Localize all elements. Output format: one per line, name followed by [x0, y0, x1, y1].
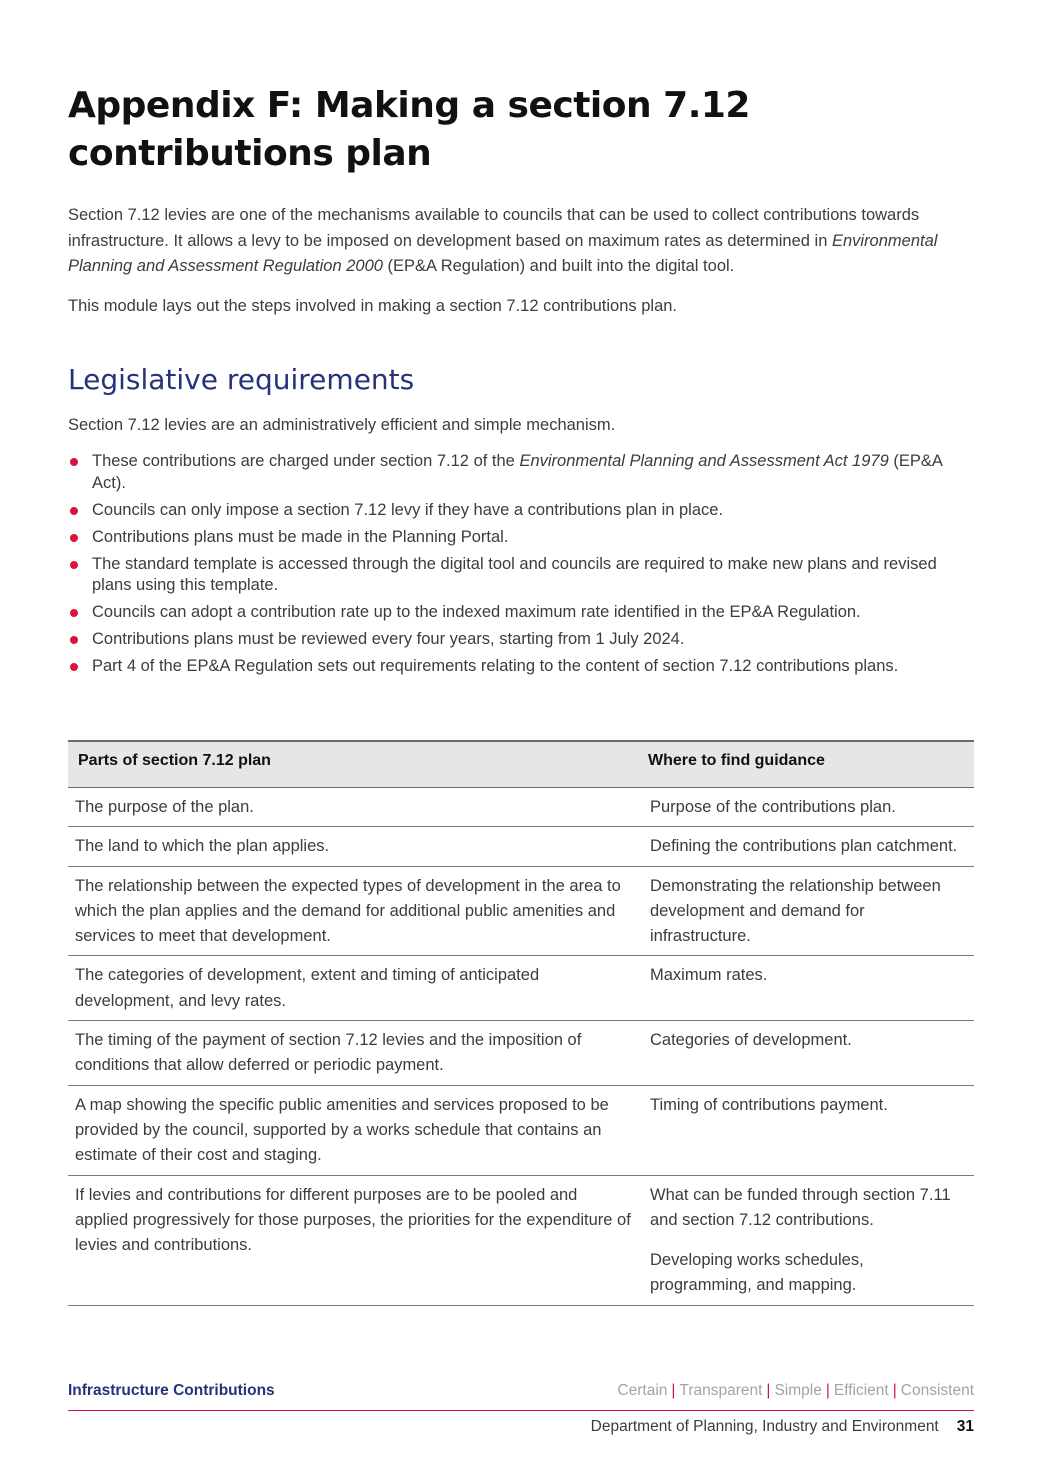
- guidance-cell: [638, 827, 974, 866]
- guidance-link: Defining the contributions plan catchment.: [650, 837, 958, 856]
- guidance-link: Developing works schedules, programming, and mapping.: [650, 1251, 864, 1295]
- intro-paragraph-1: [68, 203, 974, 280]
- requirements-list: [68, 451, 974, 683]
- list-item: These contributions are charged under section 7.12 of the Environmental Planning and Assessment Act 1979 (EP&A Act).: [68, 451, 974, 494]
- guidance-link: Purpose of the contributions plan.: [650, 798, 896, 816]
- table-row: [68, 1175, 974, 1305]
- guidance-cell: [638, 1175, 974, 1305]
- list-item: Councils can only impose a section 7.12 levy if they have a contributions plan in place.: [68, 500, 974, 522]
- guidance-link: Categories of development.: [650, 1031, 852, 1050]
- guidance-link: Maximum rates.: [650, 966, 768, 985]
- table-row: [68, 1085, 974, 1175]
- list-item: Part 4 of the EP&A Regulation sets out requirements relating to the content of section 7.12 contributions plans.: [68, 656, 974, 678]
- guidance-cell: [638, 788, 974, 827]
- list-item: Councils can adopt a contribution rate up to the indexed maximum rate identified in the EP&A Regulation.: [68, 602, 974, 624]
- table-row: [68, 956, 974, 1021]
- bullet-icon: [70, 663, 78, 671]
- intro-paragraph-2: This module lays out the steps involved in making a section 7.12 contributions plan.: [68, 296, 678, 315]
- guidance-cell: [638, 956, 974, 1021]
- intro-text-end: (EP&A Regulation) and built into the digital tool.: [382, 257, 735, 275]
- guidance-cell: [638, 1021, 974, 1086]
- section-heading: Legislative requirements: [68, 363, 415, 396]
- bullet-icon: [70, 458, 78, 466]
- intro-section: [68, 203, 974, 333]
- regulation-title: Environmental Planning and Assessment Regulation 2000: [68, 231, 938, 275]
- list-item: The standard template is accessed through the digital tool and councils are required to make new plans and revised plans using this template.: [68, 554, 974, 597]
- guidance-cell: [638, 866, 974, 956]
- guidance-link: Timing of contributions payment.: [650, 1095, 888, 1114]
- bullet-icon: [70, 534, 78, 542]
- footer-document-title: Infrastructure Contributions: [68, 1382, 275, 1399]
- page-number: 31: [956, 1418, 974, 1435]
- act-title: Environmental Planning and Assessment Act 1979: [519, 452, 889, 470]
- table-row: [68, 1021, 974, 1086]
- plan-part-cell: A map showing the specific public amenities and services proposed to be provided by the council, supported by a works schedule that contains an estimate of their cost and staging.: [68, 1085, 638, 1175]
- bullet-icon: [70, 507, 78, 515]
- table-row: [68, 827, 974, 866]
- guidance-link: Demonstrating the relationship between development and demand for infrastructure.: [650, 876, 941, 946]
- guidance-table: [68, 740, 974, 1306]
- intro-text: Section 7.12 levies are one of the mechanisms available to councils that can be used to collect contributions towards infrastructure. It allows a levy to be imposed on development based on maximum rates as determined in: [68, 206, 920, 250]
- column-header-parts: Parts of section 7.12 plan: [68, 741, 638, 788]
- footer-values: Certain | Transparent | Simple | Efficient | Consistent: [617, 1382, 974, 1399]
- section-intro: Section 7.12 levies are an administratively efficient and simple mechanism.: [68, 416, 616, 434]
- table-header-row: [68, 741, 974, 788]
- guidance-link: What can be funded through section 7.11 and section 7.12 contributions.: [650, 1185, 951, 1229]
- bullet-icon: [70, 609, 78, 617]
- bullet-icon: [70, 636, 78, 644]
- plan-part-cell: The land to which the plan applies.: [68, 827, 638, 866]
- page-title: Appendix F: Making a section 7.12 contributions plan: [68, 85, 750, 174]
- plan-part-cell: The timing of the payment of section 7.12 levies and the imposition of conditions that allow deferred or periodic payment.: [68, 1021, 638, 1086]
- plan-part-cell: The relationship between the expected types of development in the area to which the plan applies and the demand for additional public amenities and services to meet that development.: [68, 866, 638, 956]
- plan-part-cell: The purpose of the plan.: [68, 788, 638, 827]
- list-item: Contributions plans must be reviewed every four years, starting from 1 July 2024.: [68, 629, 974, 651]
- guidance-cell: [638, 1085, 974, 1175]
- list-item: Contributions plans must be made in the Planning Portal.: [68, 527, 974, 549]
- plan-part-cell: The categories of development, extent and timing of anticipated development, and levy rates.: [68, 956, 638, 1021]
- footer-divider: [68, 1410, 974, 1411]
- bullet-icon: [70, 561, 78, 569]
- column-header-guidance: Where to find guidance: [638, 741, 974, 788]
- plan-part-cell: If levies and contributions for different purposes are to be pooled and applied progressively for those purposes, the priorities for the expenditure of levies and contributions.: [68, 1175, 638, 1305]
- table-row: [68, 866, 974, 956]
- footer-department: Department of Planning, Industry and Environment 31: [590, 1418, 974, 1435]
- table-row: [68, 788, 974, 827]
